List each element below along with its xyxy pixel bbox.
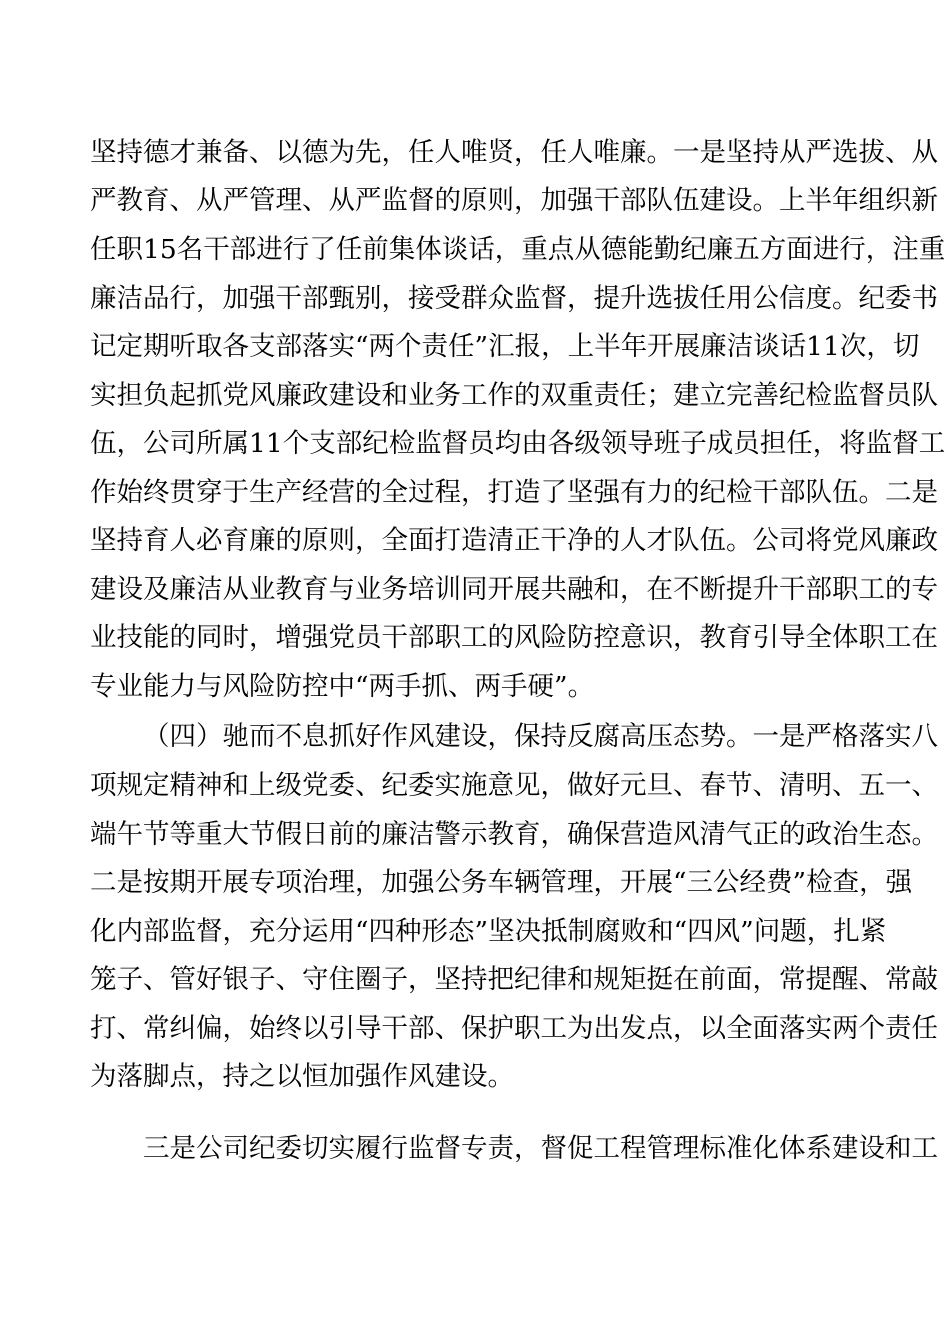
paragraph-2-line-7: 打、常纠偏，始终以引导干部、保护职工为出发点，以全面落实两个责任 [90, 1013, 938, 1044]
paragraph-1-line-9: 坚持育人必育廉的原则，全面打造清正干净的人才队伍。公司将党风廉政 [90, 525, 938, 556]
paragraph-1-line-2: 严教育、从严管理、从严监督的原则，加强干部队伍建设。上半年组织新 [90, 185, 938, 216]
paragraph-1-line-4: 廉洁品行，加强干部甄别，接受群众监督，提升选拔任用公信度。纪委书 [90, 283, 938, 314]
paragraph-1-line-8: 作始终贯穿于生产经营的全过程，打造了坚强有力的纪检干部队伍。二是 [90, 477, 938, 508]
paragraph-3-line-1: 三是公司纪委切实履行监督专责，督促工程管理标准化体系建设和工 [143, 1133, 938, 1164]
paragraph-2-line-3: 端午节等重大节假日前的廉洁警示教育，确保营造风清气正的政治生态。 [90, 819, 938, 850]
paragraph-1-line-10: 建设及廉洁从业教育与业务培训同开展共融和，在不断提升干部职工的专 [90, 574, 938, 605]
paragraph-1-line-5: 记定期听取各支部落实“两个责任”汇报，上半年开展廉洁谈话11次，切 [90, 331, 920, 362]
paragraph-2-line-6: 笼子、管好银子、守住圈子，坚持把纪律和规矩挺在前面，常提醒、常敲 [90, 964, 938, 995]
paragraph-1-line-12: 专业能力与风险防控中“两手抓、两手硬”。 [90, 671, 595, 702]
paragraph-2-line-2: 项规定精神和上级党委、纪委实施意见，做好元旦、春节、清明、五一、 [90, 770, 938, 801]
paragraph-2-line-5: 化内部监督，充分运用“四种形态”坚决抵制腐败和“四风”问题，扎紧 [90, 916, 887, 947]
paragraph-1-line-11: 业技能的同时，增强党员干部职工的风险防控意识，教育引导全体职工在 [90, 622, 938, 653]
paragraph-1-line-6: 实担负起抓党风廉政建设和业务工作的双重责任；建立完善纪检监督员队 [90, 380, 938, 411]
paragraph-1-line-1: 坚持德才兼备、以德为先，任人唯贤，任人唯廉。一是坚持从严选拔、从 [90, 137, 938, 168]
paragraph-2-line-8: 为落脚点，持之以恒加强作风建设。 [90, 1061, 514, 1092]
paragraph-2-line-4: 二是按期开展专项治理，加强公务车辆管理，开展“三公经费”检查，强 [90, 867, 913, 898]
paragraph-2-line-1: （四）驰而不息抓好作风建设，保持反腐高压态势。一是严格落实八 [143, 721, 938, 752]
paragraph-1-line-7: 伍，公司所属11个支部纪检监督员均由各级领导班子成员担任，将监督工 [90, 428, 946, 459]
paragraph-1-line-3: 任职15名干部进行了任前集体谈话，重点从德能勤纪廉五方面进行，注重 [90, 234, 946, 265]
